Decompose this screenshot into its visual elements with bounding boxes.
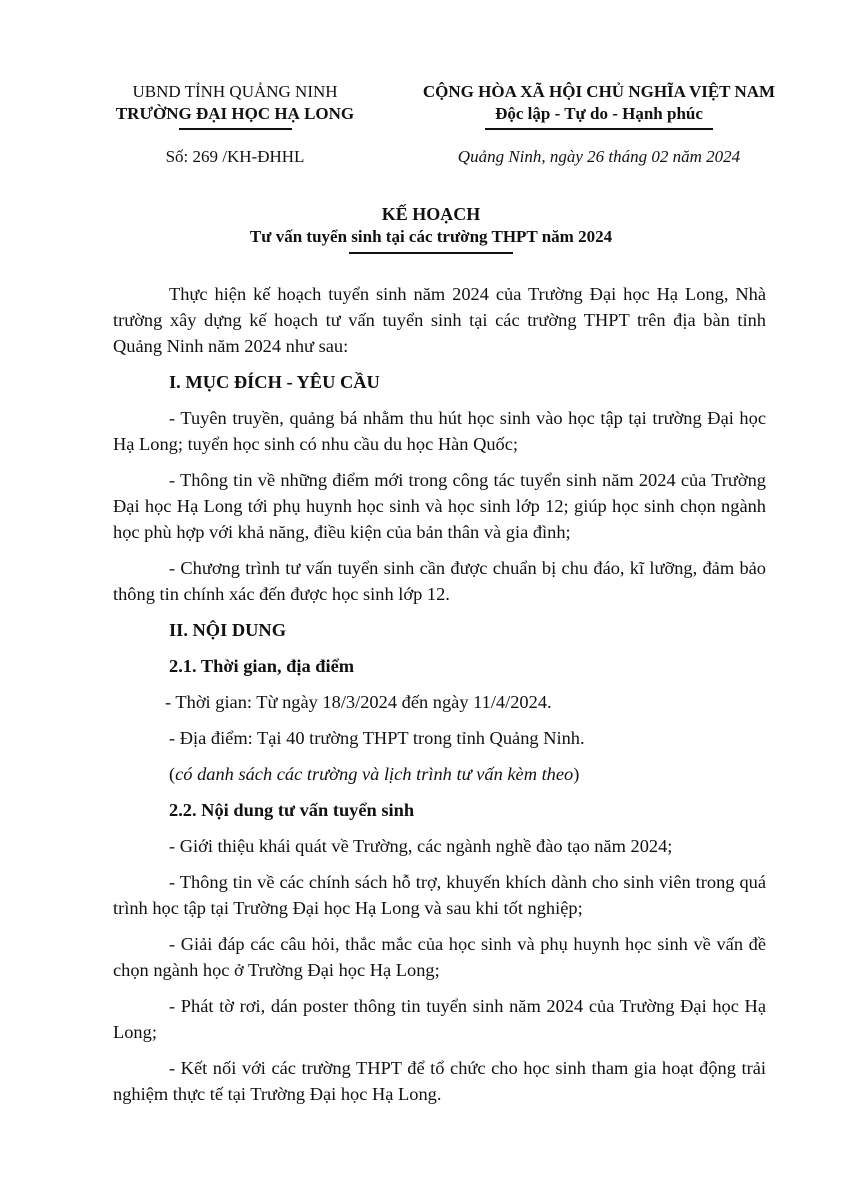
consulting-item: - Giải đáp các câu hỏi, thắc mắc của học sinh và phụ huynh học sinh về vấn đề chọn ngành học ở Trường Đại học Hạ Long; — [113, 934, 766, 980]
consulting-item: - Thông tin về các chính sách hỗ trợ, khuyến khích dành cho sinh viên trong quá trình học tập tại Trường Đại học Hạ Long và sau khi tốt nghiệp; — [113, 872, 766, 918]
note-close-paren: ) — [573, 764, 580, 784]
intro-paragraph: Thực hiện kế hoạch tuyển sinh năm 2024 của Trường Đại học Hạ Long, Nhà trường xây dựng kế hoạch tư vấn tuyển sinh tại các trường THPT trên địa bàn tỉnh Quảng Ninh năm 2024 như sau: — [113, 284, 766, 356]
purpose-item: - Tuyên truyền, quảng bá nhằm thu hút học sinh vào học tập tại trường Đại học Hạ Long; tuyển học sinh có nhu cầu du học Hàn Quốc; — [113, 408, 766, 454]
consulting-item: - Phát tờ rơi, dán poster thông tin tuyển sinh năm 2024 của Trường Đại học Hạ Long; — [113, 996, 766, 1042]
time-item: - Thời gian: Từ ngày 18/3/2024 đến ngày 11/4/2024. — [165, 692, 552, 712]
issuer-underline — [179, 128, 292, 130]
title-underline — [349, 252, 513, 254]
document-title-block — [0, 202, 848, 254]
document-title: KẾ HOẠCH — [381, 204, 481, 224]
purpose-item: - Chương trình tư vấn tuyển sinh cần được chuẩn bị chu đáo, kĩ lưỡng, đảm bảo thông tin chính xác đến được học sinh lớp 12. — [113, 558, 766, 604]
note-text: có danh sách các trường và lịch trình tư vấn kèm theo — [175, 764, 574, 784]
note-open-paren: ( — [169, 764, 176, 784]
issuer-name: TRƯỜNG ĐẠI HỌC HẠ LONG — [115, 104, 355, 123]
place-item: - Địa điểm: Tại 40 trường THPT trong tỉnh Quảng Ninh. — [169, 728, 585, 748]
issuer-header — [104, 81, 366, 130]
section-heading-content: II. NỘI DUNG — [169, 620, 286, 640]
document-body — [113, 281, 766, 1117]
attachment-note — [113, 761, 766, 787]
national-header — [402, 81, 796, 130]
document-date: Quảng Ninh, ngày 26 tháng 02 năm 2024 — [457, 147, 741, 166]
consulting-item: - Giới thiệu khái quát về Trường, các ngành nghề đào tạo năm 2024; — [169, 836, 673, 856]
subsection-heading-time-place: 2.1. Thời gian, địa điểm — [169, 656, 355, 676]
subsection-heading-consulting-content: 2.2. Nội dung tư vấn tuyển sinh — [169, 800, 415, 820]
section-heading-purpose: I. MỤC ĐÍCH - YÊU CẦU — [169, 372, 380, 392]
national-motto: Độc lập - Tự do - Hạnh phúc — [495, 104, 703, 123]
purpose-item: - Thông tin về những điểm mới trong công tác tuyển sinh năm 2024 của Trường Đại học Hạ Long tới phụ huynh học sinh và học sinh lớp 12; giúp học sinh chọn ngành học phù hợp với khả năng, điều kiện của bản thân và gia đình; — [113, 470, 766, 542]
document-subtitle: Tư vấn tuyển sinh tại các trường THPT năm 2024 — [249, 227, 613, 246]
issuer-authority: UBND TỈNH QUẢNG NINH — [132, 82, 338, 101]
consulting-item: - Kết nối với các trường THPT để tổ chức cho học sinh tham gia hoạt động trải nghiệm thực tế tại Trường Đại học Hạ Long. — [113, 1058, 766, 1104]
motto-underline — [485, 128, 713, 130]
national-name: CỘNG HÒA XÃ HỘI CHỦ NGHĨA VIỆT NAM — [422, 82, 776, 101]
document-number: Số: 269 /KH-ĐHHL — [165, 147, 305, 166]
